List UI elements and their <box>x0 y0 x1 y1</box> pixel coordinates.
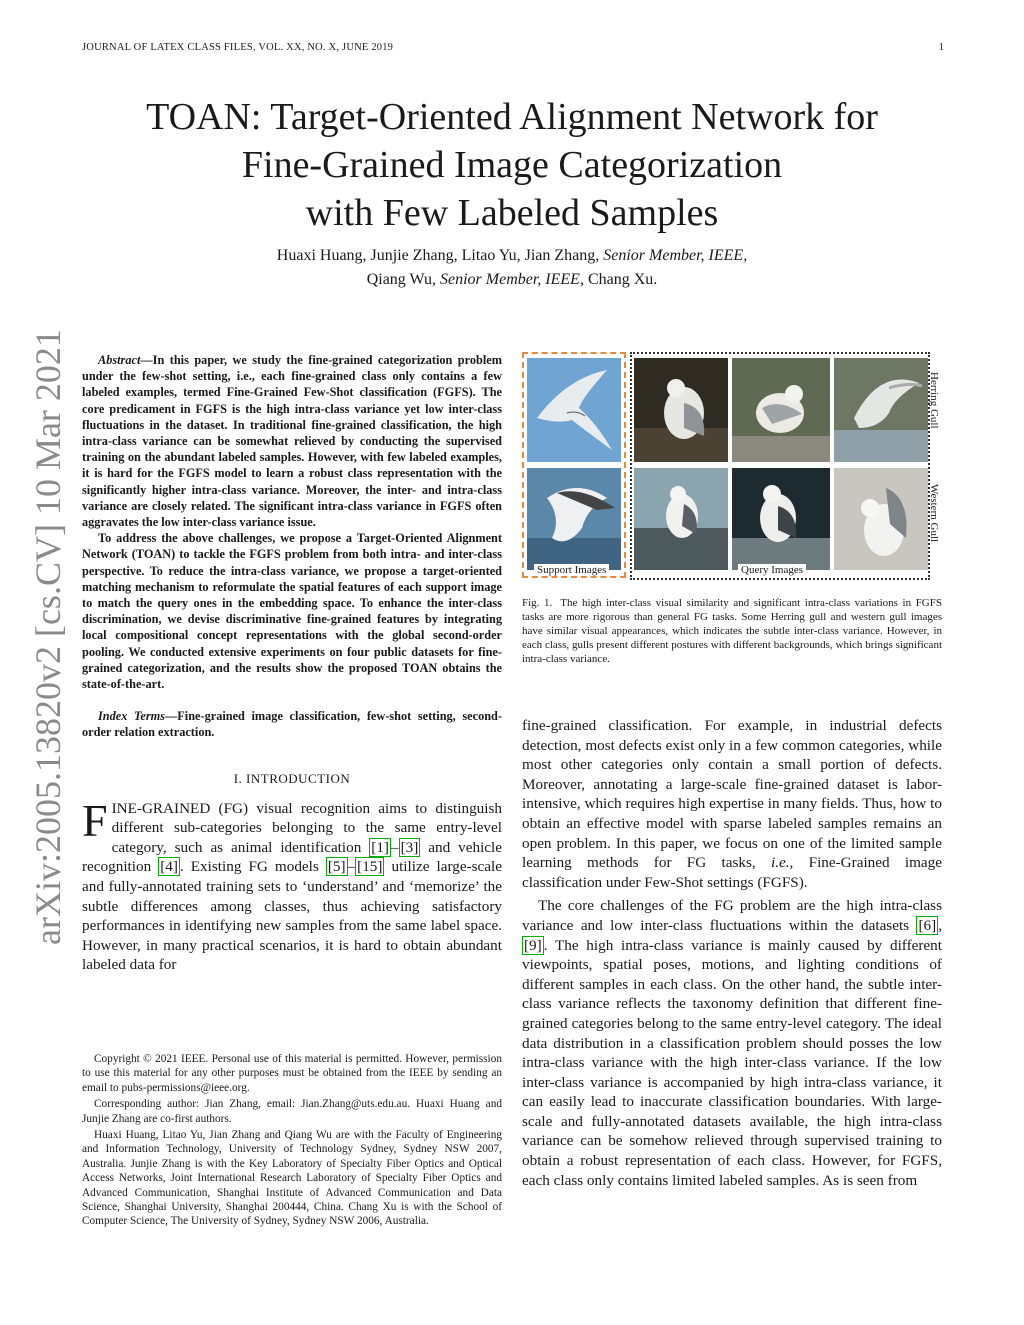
figure-1 <box>522 352 942 580</box>
left-column <box>82 352 502 975</box>
page-number: 1 <box>938 42 944 53</box>
citation-link[interactable]: [1] <box>371 838 389 856</box>
footnote: Corresponding author: Jian Zhang, email: Jian.Zhang@uts.edu.au. Huaxi Huang and Junjie Zhang are co-first authors. <box>82 1098 502 1125</box>
citation-link[interactable]: [5] <box>327 858 346 876</box>
title-line: TOAN: Target-Oriented Alignment Network for <box>146 96 878 138</box>
abstract <box>82 352 502 692</box>
author-line: Huaxi Huang, Junjie Zhang, Litao Yu, Jian Zhang, Senior Member, IEEE, <box>276 247 748 264</box>
citation-link[interactable]: [4] <box>160 858 178 876</box>
intro-paragraph: FINE-GRAINED (FG) visual recognition aims to distinguish different sub-categories belonging to the same entry-level category, such as animal identification [1] – [3] and vehicle recognition [4] . Existing FG models [5] – [15] utilize large-scale and fully-annotated training sets to ‘understand’ and ‘memorize’ the subtle differences among classes, thus achieving satisfactory performances in identifying new samples from the same label space. However, in many practical scenarios, it is hard to obtain abundant labeled data for <box>82 794 502 974</box>
citation-link[interactable]: [15] <box>357 858 383 876</box>
query-image-herring-gull-3 <box>834 358 928 462</box>
title-line: Fine-Grained Image Categorization <box>241 144 783 186</box>
running-head: JOURNAL OF LATEX CLASS FILES, VOL. XX, NO. X, JUNE 2019 <box>82 42 394 53</box>
citation-link[interactable]: [9] <box>524 936 542 954</box>
body-paragraph: fine-grained classification. For example, in industrial defects detection, most defects exist only in a few common categories, while most other categories only contain a small portion of defects. Moreover, annotating a large-scale fine-grained dataset is labor-intensive, which requires high expertise in many fields. Thus, how to obtain an effective model with sparse labeled samples remains an open problem. In this paper, we focus on one of the limited sample learning methods for FG tasks, i.e., Fine-Grained image classification under Few-Shot settings (FGFS). <box>522 717 942 891</box>
query-image-western-gull-2 <box>732 468 830 570</box>
abstract-paragraph: To address the above challenges, we propose a Target-Oriented Alignment Network (TOAN) to tackle the FGFS problem from both intra- and inter-class perspective. To reduce the intra-class variance, we propose a target-oriented matching mechanism to reformulate the spatial features of each support image to match the query ones in the embedding space. To enhance the inter-class discrimination, we devise discriminative fine-grained features by integrating local compositional concept representations with the global second-order pooling. We conducted extensive experiments on four public datasets for fine-grained categorization, and the results show the proposed TOAN obtains the state-of-the-art. <box>82 531 502 692</box>
author-line: Qiang Wu, Senior Member, IEEE, Chang Xu. <box>366 271 658 288</box>
citation-link[interactable]: [3] <box>400 838 419 856</box>
query-image-western-gull-1 <box>634 468 728 570</box>
arxiv-stamp: arXiv:2005.13820v2 [cs.CV] 10 Mar 2021 <box>28 329 68 945</box>
body-paragraph: The core challenges of the FG problem are the high intra-class variance and low inter-class fluctuations within the datasets [6] , [9] . The high intra-class variance is mainly caused by different viewpoints, spatial poses, motions, and lighting conditions of different samples in each class. On the other hand, the subtle inter-class variance reflects the taxonomy definition that different fine-grained categories belong to the same entry-level category. The ideal data distribution in a classification problem should posses the low intra-class variance with the high inter-class variance. If the low inter-class variance is accompanied by high intra-class variance, it can easily lead to inaccurate classification boundaries. With large-scale and fully-annotated datasets available, the high intra-class variance can be somehow relieved through supervised training to obtain a robust representation of each class. However, for FGFS, each class only contains limited labeled samples. As is seen from <box>522 897 942 1189</box>
abstract-paragraph: Abstract—In this paper, we study the fine-grained categorization problem under the few-shot setting, i.e., each fine-grained class only contains a few labeled examples, termed Fine-Grained Few-Shot classification (FGFS). The core predicament in FGFS is the high intra-class variance yet low inter-class fluctuations in the dataset. In traditional fine-grained classification, the high intra-class variance can be somewhat relieved by conducting the supervised training on the abundant labeled samples. However, with few labeled examples, it is hard for the FGFS model to learn a robust class representation with the significantly higher intra-class variance. Moreover, the inter- and intra-class variance are closely related. The significant intra-class variance in FGFS often aggravates the low inter-class variance issue. <box>82 353 502 530</box>
query-image-herring-gull-2 <box>732 358 830 462</box>
right-column <box>522 352 942 1190</box>
author-list <box>80 244 944 292</box>
figure-number: Fig. 1. <box>522 597 553 609</box>
footnotes <box>82 1052 502 1231</box>
abstract-lead: Abstract <box>98 353 141 367</box>
footnote: Huaxi Huang, Litao Yu, Jian Zhang and Qiang Wu are with the Faculty of Engineering and Information Technology, University of Technology Sydney, Sydney NSW 2007, Australia. Junjie Zhang is with the Key Laboratory of Specialty Fiber Optics and Optical Access Networks, Joint International Research Laboratory of Specialty Fiber Optics and Advanced Communication, Shanghai Institute of Advanced Communication and Data Science, Shanghai University, Shanghai 200444, China. Chang Xu is with the School of Computer Science, The University of Sydney, Sydney NSW 2006, Australia. <box>82 1129 502 1228</box>
section-heading: I. INTRODUCTION <box>233 770 351 786</box>
body-text <box>522 716 942 1190</box>
query-images-label: Query Images <box>738 564 806 576</box>
citation-link[interactable]: [6] <box>918 916 937 934</box>
paper-title <box>80 93 944 237</box>
support-image-western-gull <box>527 468 621 570</box>
query-image-western-gull-3 <box>834 468 928 570</box>
query-image-herring-gull-1 <box>634 358 728 462</box>
herring-gull-label: Herring Gull <box>928 372 940 429</box>
figure-caption: Fig. 1. The high inter-class visual similarity and significant intra-class variations in FGFS tasks are more rigorous than general FG tasks. Some Herring gull and western gull images have similar visual appearances, which indicates the subtle inter-class variance. However, in each class, gulls present different postures with different backgrounds, which brings significant intra-class variance. <box>522 597 942 665</box>
index-terms: Index Terms—Fine-grained image classification, few-shot setting, second-order relation extraction. <box>82 709 502 740</box>
footnote: Copyright © 2021 IEEE. Personal use of this material is permitted. However, permission to use this material for any other purposes must be obtained from the IEEE by sending an email to pubs-permissions@ieee.org. <box>82 1053 502 1094</box>
support-images-label: Support Images <box>534 564 609 576</box>
support-image-herring-gull <box>527 358 621 462</box>
western-gull-label: Western Gull <box>928 484 940 543</box>
drop-cap: F <box>82 794 108 846</box>
title-line: with Few Labeled Samples <box>305 192 719 234</box>
